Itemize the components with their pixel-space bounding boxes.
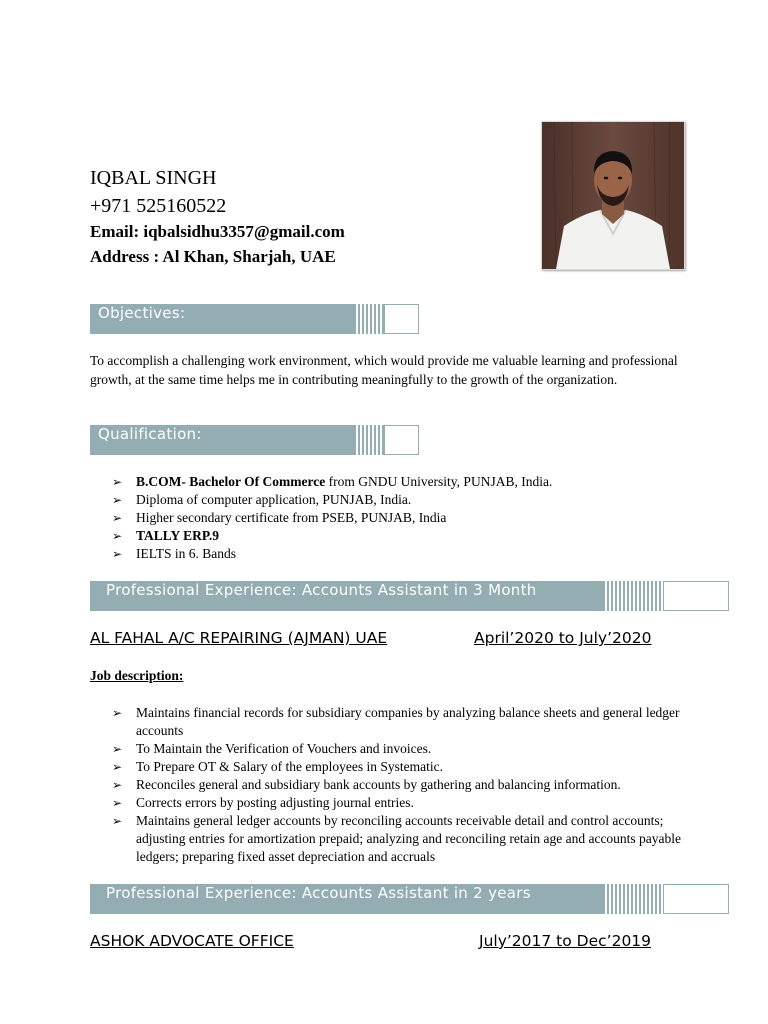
duties-list	[112, 704, 682, 866]
duty-item: ➢ Reconciles general and subsidiary bank accounts by gathering and balancing information.	[112, 777, 621, 792]
phone-number: +971 525160522	[90, 195, 227, 217]
experience2-title: Professional Experience: Accounts Assistant in 2 years	[106, 884, 531, 902]
qualification-header-stripes	[354, 425, 384, 455]
duty-item: ➢ To Maintain the Verification of Vouchers and invoices.	[112, 741, 432, 756]
qualification-header-box	[384, 425, 419, 455]
experience2-header	[90, 884, 603, 914]
experience1-header-stripes	[603, 581, 663, 611]
arrow-bullet-icon: ➢	[112, 796, 123, 810]
qualification-item: ➢ IELTS in 6. Bands	[112, 546, 237, 561]
arrow-bullet-icon: ➢	[112, 778, 123, 792]
qualification-title: Qualification:	[98, 425, 202, 443]
arrow-bullet-icon: ➢	[112, 760, 123, 774]
qualification-item: ➢ Higher secondary certificate from PSEB, PUNJAB, India	[112, 510, 447, 525]
experience2-period: July’2017 to Dec’2019	[479, 932, 652, 950]
experience1-company: AL FAHAL A/C REPAIRING (AJMAN) UAE	[90, 629, 388, 647]
arrow-bullet-icon: ➢	[112, 742, 123, 756]
duty-item: ➢ Maintains financial records for subsidiary companies by analyzing balance sheets and general ledger accounts	[112, 705, 680, 738]
experience2-header-stripes	[603, 884, 663, 914]
objective-text: To accomplish a challenging work environment, which would provide me valuable learning and professional growth, at the same time helps me in contributing meaningfully to the growth of the organization.	[90, 353, 678, 387]
candidate-name: IQBAL SINGH	[90, 167, 217, 189]
experience1-header	[90, 581, 603, 611]
email-address: Email: iqbalsidhu3357@gmail.com	[90, 222, 345, 241]
arrow-bullet-icon: ➢	[112, 547, 123, 561]
arrow-bullet-icon: ➢	[112, 529, 123, 543]
qualification-header	[90, 425, 354, 455]
objectives-title: Objectives:	[98, 304, 186, 322]
arrow-bullet-icon: ➢	[112, 511, 123, 525]
qualification-item: ➢ TALLY ERP.9	[112, 528, 220, 543]
arrow-bullet-icon: ➢	[112, 493, 123, 507]
qualification-list	[112, 473, 552, 563]
objectives-header-box	[384, 304, 419, 334]
experience2-company: ASHOK ADVOCATE OFFICE	[90, 932, 294, 950]
profile-photo	[541, 121, 685, 270]
home-address: Address : Al Khan, Sharjah, UAE	[90, 247, 336, 266]
duty-item: ➢ To Prepare OT & Salary of the employees in Systematic.	[112, 759, 443, 774]
qualification-item: ➢ Diploma of computer application, PUNJAB, India.	[112, 492, 412, 507]
arrow-bullet-icon: ➢	[112, 475, 123, 489]
objectives-header-stripes	[354, 304, 384, 334]
qualification-item: ➢ B.COM- Bachelor Of Commerce from GNDU University, PUNJAB, India.	[112, 474, 553, 489]
objectives-header	[90, 304, 354, 334]
duty-item: ➢ Maintains general ledger accounts by reconciling accounts receivable detail and control accounts; adjusting entries for amortization prepaid; analyzing and reconciling retain age and accounts payable ledgers; preparing fixed asset depreciation and accruals	[112, 813, 682, 864]
arrow-bullet-icon: ➢	[112, 814, 123, 828]
experience1-header-box	[663, 581, 729, 611]
job-description-label: Job description:	[90, 668, 184, 683]
arrow-bullet-icon: ➢	[112, 706, 123, 720]
experience2-header-box	[663, 884, 729, 914]
duty-item: ➢ Corrects errors by posting adjusting journal entries.	[112, 795, 414, 810]
experience1-period: April’2020 to July’2020	[474, 629, 652, 647]
experience1-title: Professional Experience: Accounts Assistant in 3 Month	[106, 581, 537, 599]
